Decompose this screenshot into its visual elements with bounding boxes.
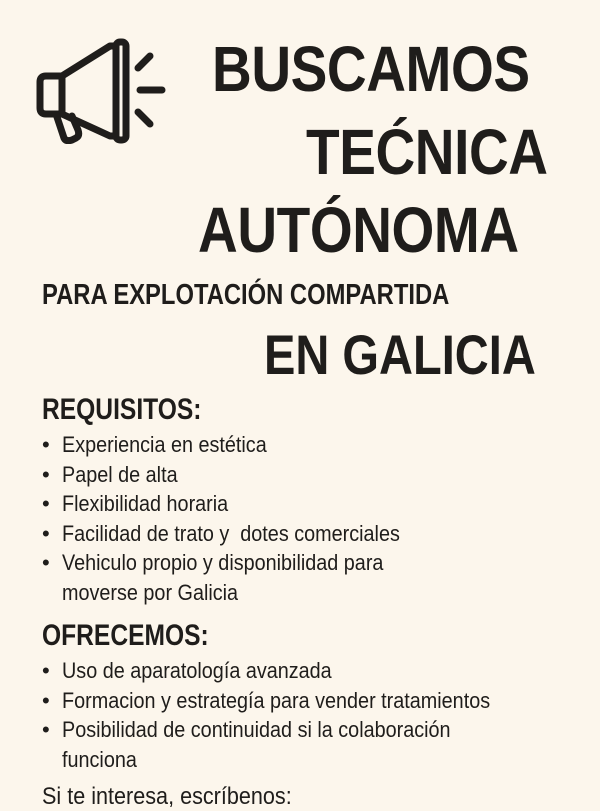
headline-line-3: AUTÓNOMA xyxy=(198,194,519,266)
list-item xyxy=(40,460,600,490)
headline-line-2: TEĆNICA xyxy=(306,116,548,188)
requisitos-title: REQUISITOS: xyxy=(42,393,202,426)
bullet-icon: • xyxy=(42,520,50,546)
bullet-icon: • xyxy=(42,717,50,743)
requisitos-list xyxy=(40,430,600,608)
headline-line-1: BUSCAMOS xyxy=(212,33,530,105)
list-item xyxy=(40,489,600,519)
list-item-text: Posibilidad de continuidad si la colaboración xyxy=(62,717,451,743)
list-item xyxy=(40,656,600,686)
region-heading: EN GALICIA xyxy=(264,323,536,386)
bullet-icon: • xyxy=(42,658,50,683)
bullet-icon: • xyxy=(42,432,50,457)
list-item-text: Uso de aparatología avanzada xyxy=(62,658,332,683)
list-item-text: Flexibilidad horaria xyxy=(62,491,229,517)
bullet-icon: • xyxy=(42,550,50,576)
ofrecemos-list xyxy=(40,656,600,774)
list-item-text: Formacion y estrategía para vender tratamientos xyxy=(62,687,491,713)
list-item-text: Facilidad de trato y dotes comerciales xyxy=(62,520,400,546)
bullet-icon: • xyxy=(42,491,50,517)
bullet-icon: • xyxy=(42,461,50,487)
megaphone-icon xyxy=(32,34,172,144)
list-item xyxy=(40,686,600,716)
list-item xyxy=(40,548,600,607)
list-item xyxy=(40,519,600,549)
list-item-text: Vehiculo propio y disponibilidad para xyxy=(62,550,384,576)
list-item-text-continued: moverse por Galicia xyxy=(62,579,239,605)
list-item xyxy=(40,430,600,460)
ofrecemos-title: OFRECEMOS: xyxy=(42,619,209,652)
list-item-text-continued: funciona xyxy=(62,746,137,772)
list-item-text: Experiencia en estética xyxy=(62,432,267,457)
subheadline: PARA EXPLOTACIÓN COMPARTIDA xyxy=(42,279,450,311)
contact-prompt: Si te interesa, escríbenos: xyxy=(42,783,292,810)
list-item-text: Papel de alta xyxy=(62,461,178,487)
list-item xyxy=(40,715,600,774)
bullet-icon: • xyxy=(42,687,50,713)
